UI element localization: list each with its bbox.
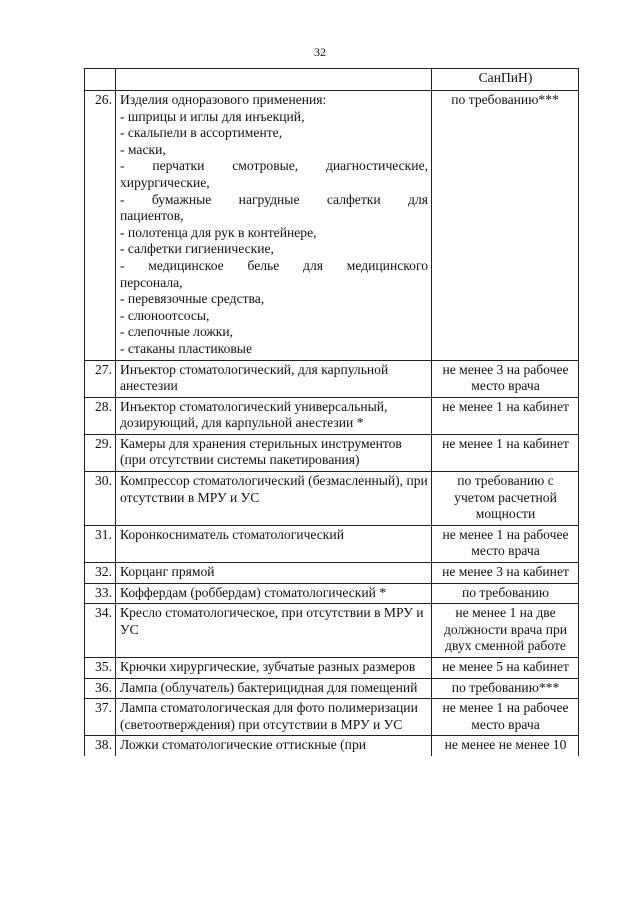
list-item: - полотенца для рук в контейнере, xyxy=(120,224,317,240)
table-row xyxy=(85,525,579,562)
table-row xyxy=(85,583,579,604)
table-row xyxy=(85,472,579,526)
row-requirement: не менее 1 на рабочее место врача xyxy=(432,699,579,736)
row-number: 30. xyxy=(85,472,116,526)
row-description: Лампа (облучатель) бактерицидная для помещений xyxy=(116,678,432,699)
row-requirement: по требованию*** xyxy=(432,678,579,699)
row-description: Лампа стоматологическая для фото полимеризации (светоотверждения) при отсутствии в МРУ и УС xyxy=(116,699,432,736)
list-item: - перевязочные средства, xyxy=(120,291,265,307)
row-description: Крючки хирургические, зубчатые разных размеров xyxy=(116,658,432,679)
list-item: персонала, xyxy=(120,274,183,290)
list-item: - слюноотсосы, xyxy=(120,307,210,323)
row-description: Кресло стоматологическое, при отсутствии в МРУ и УС xyxy=(116,604,432,658)
row-requirement: не менее 3 на кабинет xyxy=(432,563,579,584)
row-description: Камеры для хранения стерильных инструментов (при отсутствии системы пакетирования) xyxy=(116,434,432,471)
table-row xyxy=(85,397,579,434)
list-item: - бумажные нагрудные салфетки для xyxy=(120,191,428,207)
row-number: 26. xyxy=(85,91,116,361)
row-description: Компрессор стоматологический (безмасленный), при отсутствии в МРУ и УС xyxy=(116,472,432,526)
row-description: Коронкосниматель стоматологический xyxy=(116,525,432,562)
row-number: 31. xyxy=(85,525,116,562)
equipment-table xyxy=(84,68,579,756)
row-number: 38. xyxy=(85,736,116,756)
list-item: - медицинское белье для медицинского xyxy=(120,257,428,273)
row-requirement: не менее 1 на кабинет xyxy=(432,397,579,434)
list-item: пациентов, xyxy=(120,208,184,224)
header-desc-cell xyxy=(116,69,432,91)
row-number: 27. xyxy=(85,360,116,397)
list-item: - перчатки смотровые, диагностические, xyxy=(120,158,428,174)
row-number: 37. xyxy=(85,699,116,736)
row-description xyxy=(116,91,432,361)
table-row xyxy=(85,434,579,471)
row-number: 29. xyxy=(85,434,116,471)
row-description: Корцанг прямой xyxy=(116,563,432,584)
table-row xyxy=(85,658,579,679)
row-number: 36. xyxy=(85,678,116,699)
row-title: Изделия одноразового применения: xyxy=(120,92,327,107)
header-requirement-cell: СанПиН) xyxy=(432,69,579,91)
table-row xyxy=(85,678,579,699)
row-number: 33. xyxy=(85,583,116,604)
row-requirement: не менее 3 на рабочее место врача xyxy=(432,360,579,397)
row-number: 34. xyxy=(85,604,116,658)
row-requirement: не менее 5 на кабинет xyxy=(432,658,579,679)
row-description: Ложки стоматологические оттискные (при xyxy=(116,736,432,756)
list-item: - слепочные ложки, xyxy=(120,324,234,340)
row-description: Коффердам (роббердам) стоматологический * xyxy=(116,583,432,604)
row-number: 32. xyxy=(85,563,116,584)
table-row xyxy=(85,699,579,736)
table-row xyxy=(85,360,579,397)
list-item: - скальпели в ассортименте, xyxy=(120,125,283,141)
equipment-table-body xyxy=(85,69,579,756)
list-item: - стаканы пластиковые xyxy=(120,340,252,356)
row-requirement: не менее 1 на кабинет xyxy=(432,434,579,471)
page-number: 32 xyxy=(314,45,326,59)
row-description: Инъектор стоматологический, для карпульной анестезии xyxy=(116,360,432,397)
row-requirement: не менее 1 на две должности врача при двух сменной работе xyxy=(432,604,579,658)
table-row xyxy=(85,91,579,361)
list-item: - шприцы и иглы для инъекций, xyxy=(120,108,305,124)
row-requirement: по требованию*** xyxy=(432,91,579,361)
table-row xyxy=(85,563,579,584)
list-item: - салфетки гигиенические, xyxy=(120,241,274,257)
row-requirement: не менее не менее 10 xyxy=(432,736,579,756)
table-header-row xyxy=(85,69,579,91)
row-number: 28. xyxy=(85,397,116,434)
header-num-cell xyxy=(85,69,116,91)
table-row xyxy=(85,604,579,658)
list-item: - маски, xyxy=(120,141,166,157)
row-requirement: по требованию xyxy=(432,583,579,604)
row-requirement: по требованию с учетом расчетной мощности xyxy=(432,472,579,526)
row-requirement: не менее 1 на рабочее место врача xyxy=(432,525,579,562)
row-description: Инъектор стоматологический универсальный, дозирующий, для карпульной анестезии * xyxy=(116,397,432,434)
list-item: хирургические, xyxy=(120,174,210,190)
row-number: 35. xyxy=(85,658,116,679)
table-row xyxy=(85,736,579,756)
